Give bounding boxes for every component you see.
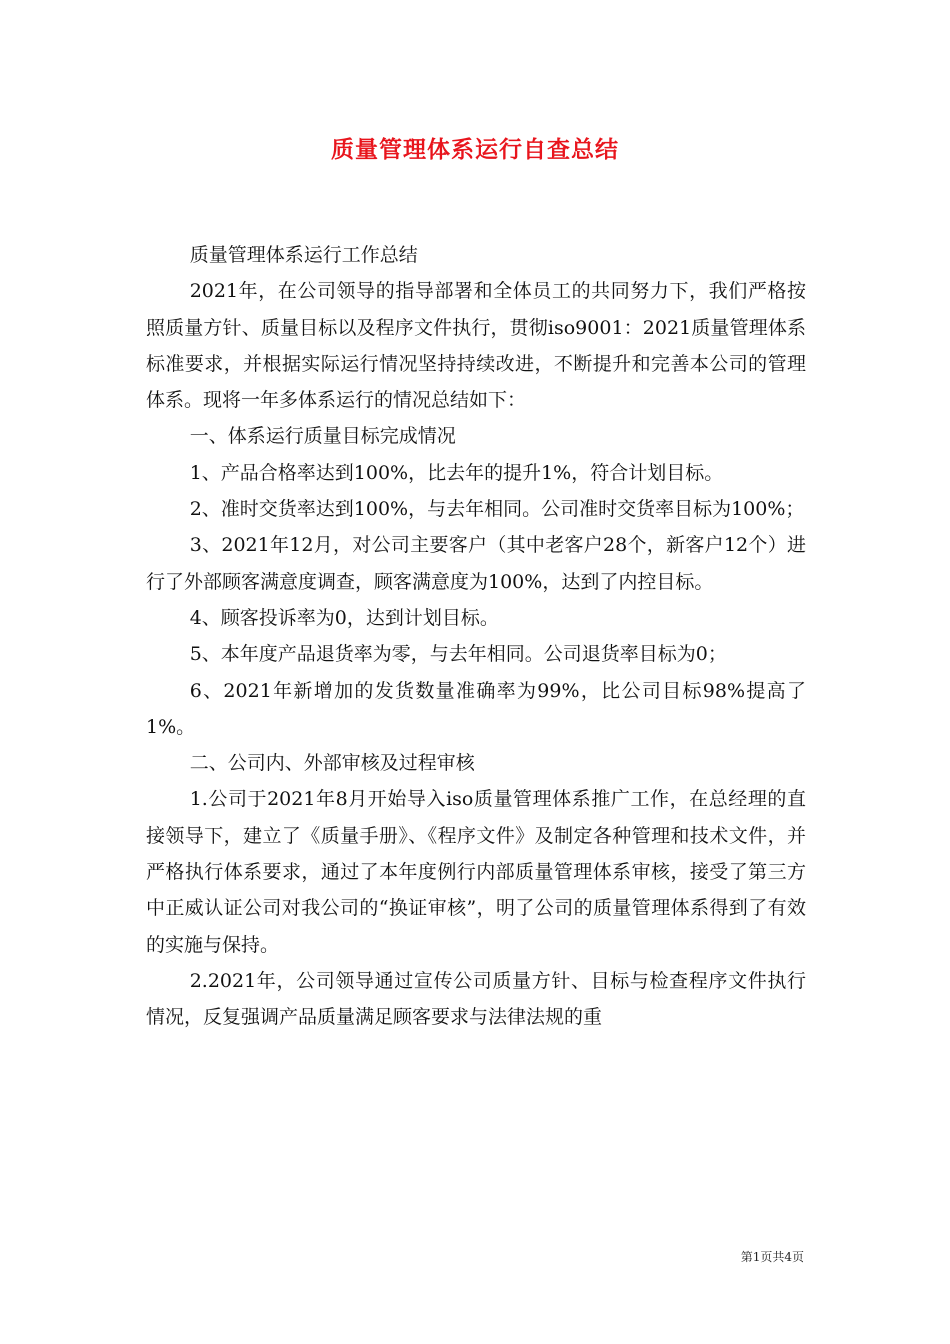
document-title: 质量管理体系运行自查总结 [331,136,619,163]
paragraph-item-2: 2、准时交货率达到100%，与去年相同。公司准时交货率目标为100%； [189,498,805,521]
paragraph-item-6: 6、2021年新增加的发货数量准确率为99%，比公司目标98%提高了1%。 [146,679,806,738]
paragraph-item-5: 5、本年度产品退货率为零，与去年相同。公司退货率目标为0； [189,643,727,666]
paragraph-item-3: 3、2021年12月，对公司主要客户（其中老客户28个，新客户12个）进行了外部顾客满意度调查，顾客满意度为100%，达到了内控目标。 [146,534,806,593]
paragraph-subtitle: 质量管理体系运行工作总结 [189,244,418,266]
section-heading-1: 一、体系运行质量目标完成情况 [189,425,456,448]
section-heading-2: 二、公司内、外部审核及过程审核 [189,752,475,775]
paragraph-item-4: 4、顾客投诉率为0，达到计划目标。 [189,606,499,629]
paragraph-audit-2: 2.2021年，公司领导通过宣传公司质量方针、目标与检查程序文件执行情况，反复强调产品质量满足顾客要求与法律法规的重 [146,969,806,1029]
paragraph-audit-1: 1.公司于2021年8月开始导入iso质量管理体系推广工作，在总经理的直接领导下，建立了《质量手册》、《程序文件》及制定各种管理和技术文件，并严格执行体系要求，通过了本年度例行内部质量管理体系审核，接受了第三方中正威认证公司对我公司的“换证审核”，明了公司的质量管理体系得到了有效的实施与保持。 [146,788,806,956]
document-body [146,237,806,1036]
paragraph-item-1: 1、产品合格率达到100%，比去年的提升1%，符合计划目标。 [189,461,724,484]
paragraph-intro: 2021年，在公司领导的指导部署和全体员工的共同努力下，我们严格按照质量方针、质量目标以及程序文件执行，贯彻iso9001：2021质量管理体系标准要求，并根据实际运行情况坚持持续改进，不断提升和完善本公司的管理体系。现将一年多体系运行的情况总结如下： [146,280,806,412]
page-number: 第1页共4页 [740,1250,804,1264]
